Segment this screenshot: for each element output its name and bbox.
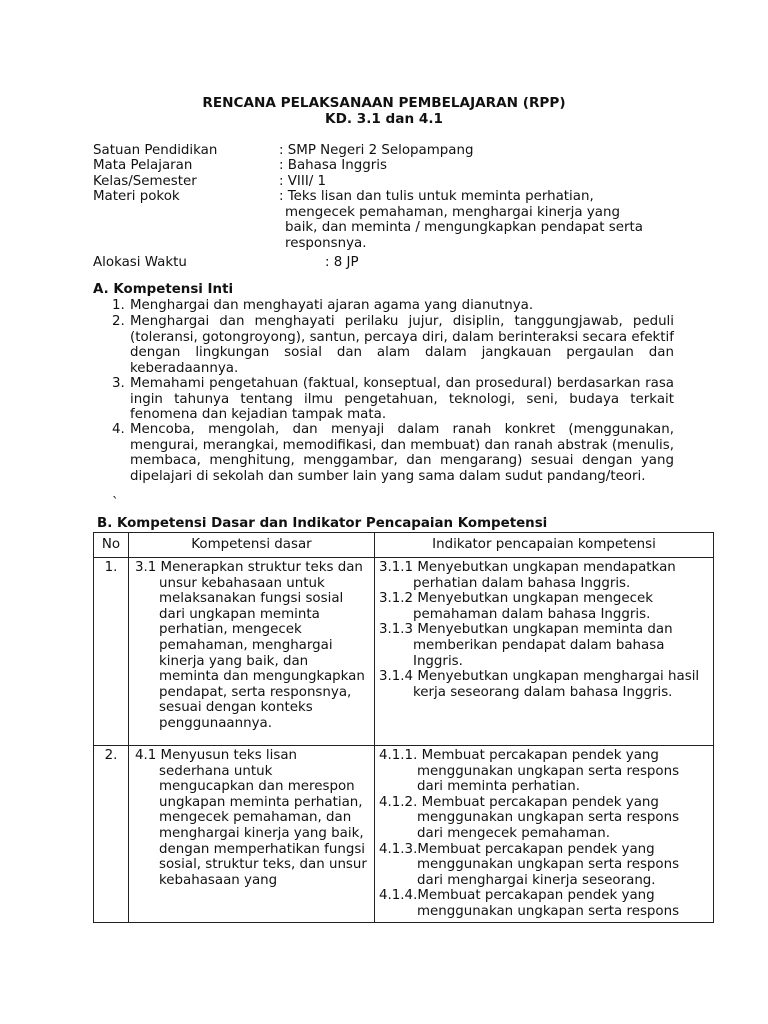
kelas-label: Kelas/Semester [93, 174, 197, 189]
ki-item-2-num: 2. [112, 314, 125, 329]
ki-item-1-num: 1. [112, 298, 125, 313]
doc-title: RENCANA PELAKSANAAN PEMBELAJARAN (RPP) [202, 95, 566, 111]
ki-item-3-text: Memahami pengetahuan (faktual, konseptual, dan prosedural) berdasarkan rasa ingin tahunya tentang ilmu pengetahuan, teknologi, seni, budaya terkait fenomena dan kejadian tampak mata. [130, 376, 674, 423]
doc-subtitle: KD. 3.1 dan 4.1 [325, 111, 443, 127]
indicator-item: 4.1.2. Membuat percakapan pendek yang menggunakan ungkapan serta respons dari mengecek pemahaman. [379, 794, 680, 841]
table-row [94, 746, 714, 923]
row-2-kd [129, 746, 375, 923]
kd-table-header-row [94, 533, 714, 558]
row-2-indicators [375, 746, 714, 923]
ki-item-4-text: Mencoba, mengolah, dan menyaji dalam ranah konkret (menggunakan, mengurai, merangkai, memodifikasi, dan membuat) dan ranah abstrak (menulis, membaca, menghitung, menggambar, dan mengarang) sesuai dengan yang dipelajari di sekolah dan sumber lain yang sama dalam sudut pandang/teori. [130, 422, 674, 484]
ki-item-4-num: 4. [112, 422, 125, 437]
ki-item-2-text: Menghargai dan menghayati perilaku jujur, disiplin, tanggungjawab, peduli (toleransi, gotongroyong), santun, percaya diri, dalam berinteraksi secara efektif dengan lingkungan sosial dan alam dalam jangkauan pergaulan dan keberadaannya. [130, 314, 674, 376]
row-2-kd-text: 4.1 Menyusun teks lisan sederhana untuk mengucapkan dan merespon ungkapan meminta perhatian, mengecek pemahaman, dan menghargai kinerja yang baik, dengan memperhatikan fungsi sosial, struktur teks, dan unsur kebahasaan yang [135, 748, 367, 888]
materi-value-line3: baik, dan meminta / mengungkapkan pendapat serta [285, 220, 643, 235]
indicator-item: 3.1.3 Menyebutkan ungkapan meminta dan memberikan pendapat dalam bahasa Inggris. [379, 622, 673, 669]
kd-heading: B. Kompetensi Dasar dan Indikator Pencapaian Kompetensi [97, 516, 548, 531]
mapel-label: Mata Pelajaran [93, 158, 193, 173]
ki-item-1-text: Menghargai dan menghayati ajaran agama yang dianutnya. [130, 298, 534, 313]
indicator-item: 4.1.1. Membuat percakapan pendek yang menggunakan ungkapan serta respons dari meminta perhatian. [379, 748, 680, 795]
ki-heading: A. Kompetensi Inti [93, 282, 234, 297]
stray-mark: ` [112, 496, 119, 511]
row-1-no: 1. [94, 558, 129, 746]
col-header-indicator: Indikator pencapaian kompetensi [375, 533, 714, 558]
indicator-item: 3.1.2 Menyebutkan ungkapan mengecek pemahaman dalam bahasa Inggris. [379, 591, 653, 622]
col-header-kd: Kompetensi dasar [129, 533, 375, 558]
table-row [94, 558, 714, 746]
indicator-item: 4.1.3.Membuat percakapan pendek yang menggunakan ungkapan serta respons dari menghargai kinerja seseorang. [379, 841, 680, 888]
kelas-value: : VIII/ 1 [279, 174, 327, 189]
satuan-label: Satuan Pendidikan [93, 143, 218, 158]
materi-value-line1: : Teks lisan dan tulis untuk meminta perhatian, [279, 189, 594, 204]
row-1-indicators [375, 558, 714, 746]
mapel-value: : Bahasa Inggris [279, 158, 387, 173]
materi-value-line2: mengecek pemahaman, menghargai kinerja yang [285, 205, 620, 220]
indicator-item: 3.1.1 Menyebutkan ungkapan mendapatkan perhatian dalam bahasa Inggris. [379, 560, 676, 591]
col-header-no: No [94, 533, 129, 558]
ki-item-3-num: 3. [112, 376, 125, 391]
row-1-kd-text: 3.1 Menerapkan struktur teks dan unsur kebahasaan untuk melaksanakan fungsi sosial dari ungkapan meminta perhatian, mengecek pemahaman, menghargai kinerja yang baik, dan meminta dan mengungkapkan pendapat, serta responsnya, sesuai dengan konteks penggunaannya. [135, 560, 365, 731]
alokasi-label: Alokasi Waktu [93, 255, 187, 270]
satuan-value: : SMP Negeri 2 Selopampang [279, 143, 474, 158]
row-1-kd [129, 558, 375, 746]
indicator-item: 4.1.4.Membuat percakapan pendek yang menggunakan ungkapan serta respons [379, 888, 680, 919]
row-2-no: 2. [94, 746, 129, 923]
materi-value-line4: responsnya. [285, 236, 367, 251]
materi-label: Materi pokok [93, 189, 180, 204]
indicator-item: 3.1.4 Menyebutkan ungkapan menghargai hasil kerja seseorang dalam bahasa Inggris. [379, 669, 700, 700]
alokasi-value: : 8 JP [325, 255, 359, 270]
kd-table [93, 532, 714, 923]
